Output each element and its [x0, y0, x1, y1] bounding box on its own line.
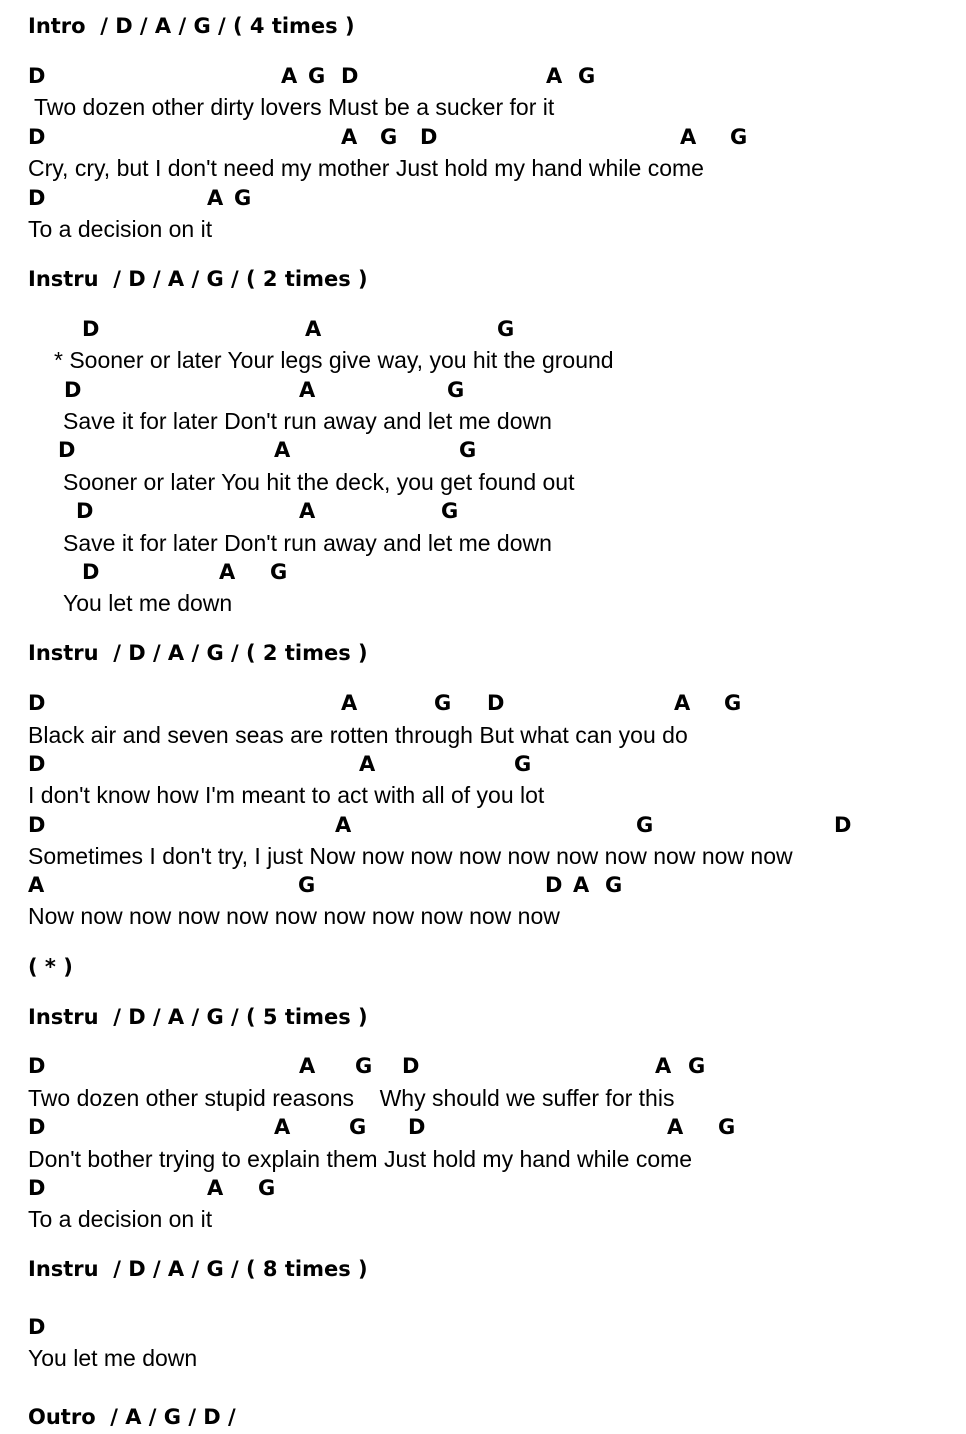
chord: D	[82, 560, 100, 584]
chord: G	[355, 1054, 373, 1078]
chord: D	[834, 813, 852, 837]
chord-row	[0, 693, 966, 715]
chord: G	[441, 499, 459, 523]
chord: G	[298, 873, 316, 897]
chord: A	[299, 378, 316, 402]
chord: G	[380, 125, 398, 149]
chord: D	[408, 1115, 426, 1139]
chord: D	[82, 317, 100, 341]
instru-line: Instru / D / A / G / ( 5 times )	[28, 1005, 368, 1029]
chord: G	[270, 560, 288, 584]
chord: D	[28, 691, 46, 715]
chord: D	[487, 691, 505, 715]
chord: D	[28, 1115, 46, 1139]
chord-row	[0, 1178, 966, 1200]
chord: A	[305, 317, 322, 341]
chord: A	[674, 691, 691, 715]
chord: D	[28, 125, 46, 149]
chorus-repeat-marker: ( * )	[28, 955, 73, 979]
chord: D	[28, 64, 46, 88]
lyric-line: To a decision on it	[28, 216, 213, 242]
chord: A	[341, 691, 358, 715]
chord: D	[58, 438, 76, 462]
lyric-line: You let me down	[28, 1345, 198, 1371]
chord: D	[28, 1176, 46, 1200]
lyric-line: Save it for later Don't run away and let me down	[63, 408, 552, 434]
chord: D	[420, 125, 438, 149]
instru-line: Instru / D / A / G / ( 2 times )	[28, 267, 368, 291]
chord: G	[718, 1115, 736, 1139]
chord: A	[341, 125, 358, 149]
chord-row	[0, 501, 966, 523]
chord: D	[402, 1054, 420, 1078]
lyric-line: Sooner or later You hit the deck, you get found out	[63, 469, 575, 495]
chord: A	[207, 1176, 224, 1200]
chord: D	[28, 1315, 46, 1339]
chord-row	[0, 1117, 966, 1139]
chord: G	[605, 873, 623, 897]
chord-row	[0, 380, 966, 402]
chord-row	[0, 1317, 966, 1339]
lyric-line: Save it for later Don't run away and let me down	[63, 530, 552, 556]
chord: G	[258, 1176, 276, 1200]
chord: G	[724, 691, 742, 715]
chord: A	[207, 186, 224, 210]
chord: G	[730, 125, 748, 149]
chord: A	[573, 873, 590, 897]
lyric-line: Two dozen other dirty lovers Must be a sucker for it	[28, 94, 555, 120]
chord: G	[459, 438, 477, 462]
chord: D	[28, 752, 46, 776]
chord: G	[636, 813, 654, 837]
lyric-line: Black air and seven seas are rotten through But what can you do	[28, 722, 688, 748]
chord: A	[655, 1054, 672, 1078]
lyric-line: Two dozen other stupid reasons Why should we suffer for this	[28, 1085, 675, 1111]
chord-row	[0, 440, 966, 462]
chord: G	[497, 317, 515, 341]
chord: A	[299, 499, 316, 523]
chord: G	[349, 1115, 367, 1139]
lyric-line: I don't know how I'm meant to act with all of you lot	[28, 782, 545, 808]
instru-line: Instru / D / A / G / ( 8 times )	[28, 1257, 368, 1281]
lyric-line: * Sooner or later Your legs give way, you hit the ground	[54, 347, 614, 373]
chord: G	[434, 691, 452, 715]
chord-row	[0, 875, 966, 897]
lyric-line: You let me down	[63, 590, 233, 616]
chord-row	[0, 1056, 966, 1078]
chord: D	[76, 499, 94, 523]
chord: G	[447, 378, 465, 402]
chord: A	[546, 64, 563, 88]
chord-row	[0, 188, 966, 210]
chord: A	[274, 438, 291, 462]
chord: A	[359, 752, 376, 776]
chord: A	[335, 813, 352, 837]
chord: G	[308, 64, 326, 88]
lyric-line: Don't bother trying to explain them Just hold my hand while come	[28, 1146, 693, 1172]
chord: A	[680, 125, 697, 149]
lyric-line: To a decision on it	[28, 1206, 213, 1232]
chord-row	[0, 754, 966, 776]
chord: A	[667, 1115, 684, 1139]
lyric-line: Sometimes I don't try, I just Now now now now now now now now now now	[28, 843, 793, 869]
instru-line: Instru / D / A / G / ( 2 times )	[28, 641, 368, 665]
chord-row	[0, 66, 966, 88]
chord: A	[274, 1115, 291, 1139]
chord: D	[64, 378, 82, 402]
chord-row	[0, 127, 966, 149]
chord: D	[341, 64, 359, 88]
chord: G	[578, 64, 596, 88]
chord-row	[0, 815, 966, 837]
chord-row	[0, 562, 966, 584]
chord-row	[0, 319, 966, 341]
chord: G	[514, 752, 532, 776]
chord: G	[234, 186, 252, 210]
chord: A	[28, 873, 45, 897]
chord: D	[28, 813, 46, 837]
chord: A	[281, 64, 298, 88]
outro-line: Outro / A / G / D /	[28, 1405, 236, 1429]
chord: D	[28, 1054, 46, 1078]
lyric-line: Now now now now now now now now now now now	[28, 903, 560, 929]
chord: G	[688, 1054, 706, 1078]
chord: A	[219, 560, 236, 584]
chord: A	[299, 1054, 316, 1078]
chord: D	[28, 186, 46, 210]
intro-line: Intro / D / A / G / ( 4 times )	[28, 14, 355, 38]
lyric-line: Cry, cry, but I don't need my mother Just hold my hand while come	[28, 155, 704, 181]
chord: D	[545, 873, 563, 897]
